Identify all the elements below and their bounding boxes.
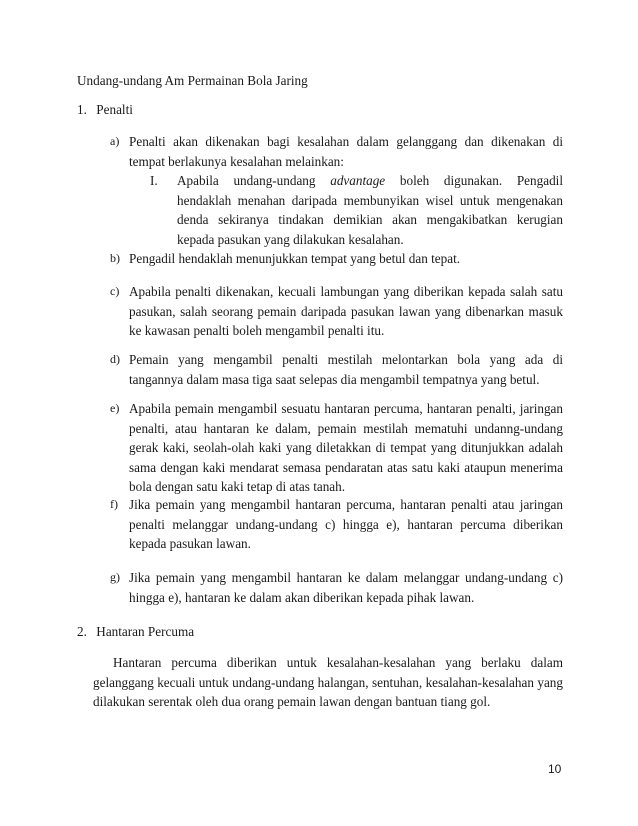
item-text: Apabila pemain mengambil sesuatu hantaran percuma, hantaran penalti, jaringan penalti, atau hantaran ke dalam, pemain mestilah mematuhi undanng-undang gerak kaki, seolah-olah kaki yang diletakkan di tempat yang ditunjukkan adalah sama dengan kaki mendarat semasa pendaratan atas satu kaki ataupun menerima bola dengan satu kaki tetap di atas tanah. — [129, 401, 563, 495]
list-item-d — [110, 350, 563, 389]
section-number: 2. — [77, 624, 87, 639]
section-heading-hantaran-percuma — [77, 624, 194, 640]
item-label: b) — [110, 251, 120, 265]
item-label: c) — [110, 284, 120, 298]
list-item-b — [110, 249, 563, 269]
section-heading-penalti — [77, 102, 133, 118]
item-text: Pemain yang mengambil penalti mestilah melontarkan bola yang ada di tangannya dalam masa tiga saat selepas dia mengambil tempatnya yang betul. — [129, 352, 563, 387]
item-label: f) — [110, 497, 118, 511]
document-title: Undang-undang Am Permainan Bola Jaring — [77, 73, 308, 88]
item-text: Penalti akan dikenakan bagi kesalahan dalam gelanggang dan dikenakan di tempat berlakunya kesalahan melainkan: — [129, 134, 563, 169]
item-label: a) — [110, 134, 120, 148]
sub-item-i — [129, 171, 563, 249]
hantaran-percuma-paragraph: Hantaran percuma diberikan untuk kesalahan-kesalahan yang berlaku dalam gelanggang kecuali untuk undang-undang halangan, sentuhan, kesalahan-kesalahan yang dilakukan serentak oleh dua orang pemain lawan dengan bantuan tiang gol. — [93, 655, 563, 710]
item-text: Pengadil hendaklah menunjukkan tempat yang betul dan tepat. — [129, 251, 461, 266]
section-title: Hantaran Percuma — [96, 624, 195, 639]
section-title: Penalti — [96, 102, 133, 117]
item-label: d) — [110, 352, 120, 366]
list-item-c — [110, 282, 563, 341]
list-item-f — [110, 495, 563, 554]
section-number: 1. — [77, 102, 87, 117]
item-text: Apabila penalti dikenakan, kecuali lambungan yang diberikan kepada salah satu pasukan, salah seorang pemain daripada pasukan lawan yang dibenarkan masuk ke kawasan penalti boleh mengambil penalti itu. — [129, 284, 563, 339]
list-item-g — [110, 568, 563, 607]
item-label: e) — [110, 401, 120, 415]
page-number: 10 — [548, 762, 562, 776]
list-item-e — [110, 399, 563, 497]
item-label: g) — [110, 570, 120, 584]
item-text: Jika pemain yang mengambil hantaran ke dalam melanggar undang-undang c) hingga e), hantaran ke dalam akan diberikan kepada pihak lawan. — [129, 570, 563, 605]
sub-item-text-after: boleh digunakan. Pengadil hendaklah menahan daripada membunyikan wisel untuk mengenakan denda sekiranya tindakan demikian akan mengakibatkan kerugian kepada pasukan yang dilakukan kesalahan. — [177, 173, 563, 247]
sub-item-text-before: Apabila undang-undang — [177, 173, 316, 189]
sub-item-label: I. — [150, 173, 158, 189]
sub-item-italic-term: advantage — [330, 173, 386, 189]
list-item-a — [110, 132, 563, 250]
item-text: Jika pemain yang mengambil hantaran percuma, hantaran penalti atau jaringan penalti melanggar undang-undang c) hingga e), hantaran percuma diberikan kepada pasukan lawan. — [129, 497, 563, 552]
sub-item-text — [177, 171, 563, 249]
